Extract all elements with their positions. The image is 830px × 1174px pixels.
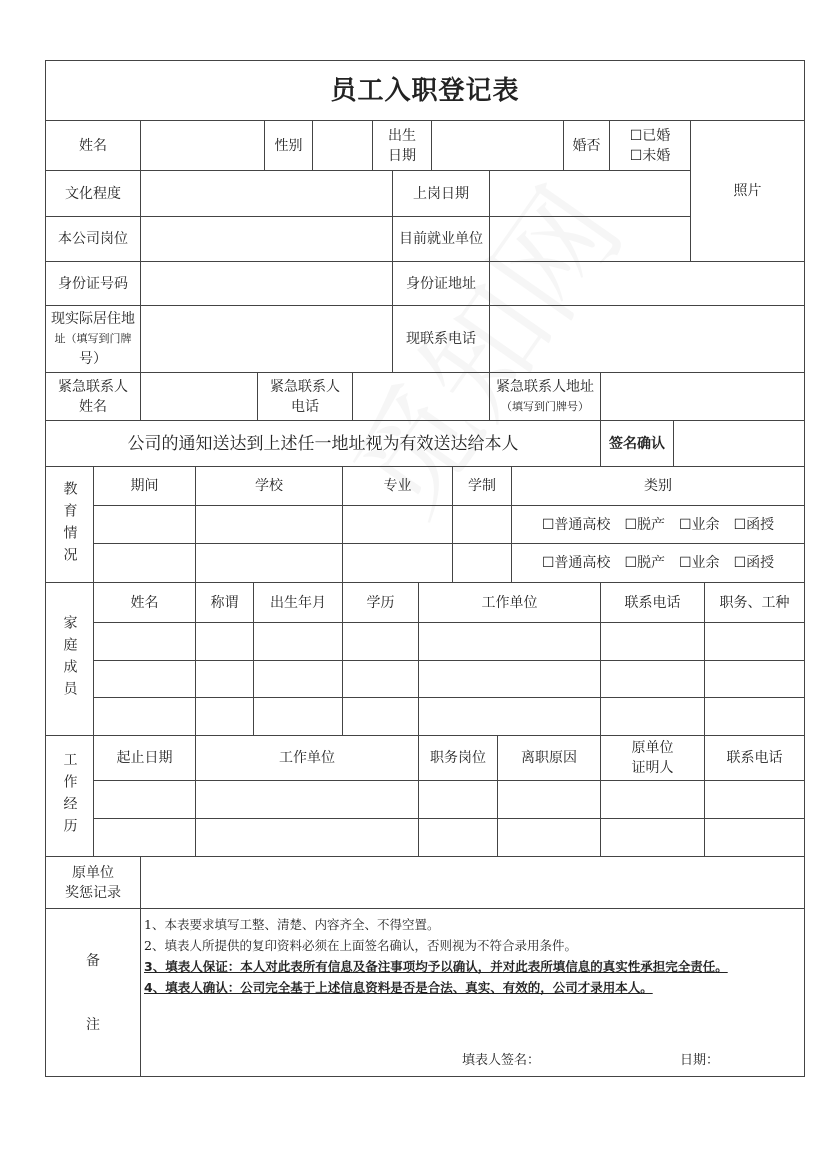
work-cell-input[interactable] bbox=[93, 818, 196, 857]
remark-item: 1、本表要求填写工整、清楚、内容齐全、不得空置。 bbox=[144, 917, 440, 932]
education-input[interactable] bbox=[140, 170, 393, 217]
edu-cell-input[interactable] bbox=[342, 505, 453, 544]
label-line: 紧急联系人地址 bbox=[496, 378, 594, 395]
label-id-number: 身份证号码 bbox=[45, 261, 141, 306]
family-header: 工作单位 bbox=[418, 582, 601, 623]
label-line: ☐已婚 bbox=[629, 127, 671, 144]
edu-cell-input[interactable] bbox=[342, 543, 453, 583]
edu-cell-input[interactable] bbox=[452, 505, 512, 544]
sign-confirm-input[interactable] bbox=[673, 420, 805, 467]
edu-header: 学制 bbox=[452, 466, 512, 506]
name-input[interactable] bbox=[140, 120, 265, 171]
family-cell-input[interactable] bbox=[195, 660, 254, 698]
edu-header: 期间 bbox=[93, 466, 196, 506]
label-id-address: 身份证地址 bbox=[392, 261, 490, 306]
label-start-date: 上岗日期 bbox=[392, 170, 490, 217]
label-line: （填写到门牌号） bbox=[501, 399, 589, 413]
gender-input[interactable] bbox=[312, 120, 373, 171]
family-header: 联系电话 bbox=[600, 582, 705, 623]
label-emergency-address bbox=[489, 372, 601, 421]
section-education: 教育情况 bbox=[45, 466, 94, 583]
section-family: 家庭成员 bbox=[45, 582, 94, 736]
label-line: 姓名 bbox=[79, 398, 107, 415]
emergency-phone-input[interactable] bbox=[352, 372, 490, 421]
work-cell-input[interactable] bbox=[418, 818, 498, 857]
label-rewards bbox=[45, 856, 141, 909]
label-line: 址（填写到门牌 bbox=[54, 332, 132, 345]
edu-category-options[interactable] bbox=[511, 543, 805, 583]
birth-date-input[interactable] bbox=[431, 120, 564, 171]
family-cell-input[interactable] bbox=[342, 660, 419, 698]
label-current-employer: 目前就业单位 bbox=[392, 216, 490, 262]
label-position: 本公司岗位 bbox=[45, 216, 141, 262]
family-cell-input[interactable] bbox=[418, 697, 601, 736]
edu-cell-input[interactable] bbox=[452, 543, 512, 583]
work-cell-input[interactable] bbox=[600, 780, 705, 819]
emergency-address-input[interactable] bbox=[600, 372, 805, 421]
family-header: 称谓 bbox=[195, 582, 254, 623]
work-cell-input[interactable] bbox=[704, 780, 805, 819]
remark-item: 3、填表人保证：本人对此表所有信息及备注事项均予以确认，并对此表所填信息的真实性承担完全责任。 bbox=[144, 959, 728, 974]
family-cell-input[interactable] bbox=[253, 622, 343, 661]
edu-header: 类别 bbox=[511, 466, 805, 506]
work-header: 联系电话 bbox=[704, 735, 805, 781]
residence-input[interactable] bbox=[140, 305, 393, 373]
label-line: 现实际居住地 bbox=[51, 311, 135, 327]
category-checkbox[interactable]: ☐脱产 bbox=[624, 555, 665, 571]
marital-checkboxes bbox=[609, 120, 691, 171]
date-label: 日期： bbox=[680, 1053, 720, 1068]
family-cell-input[interactable] bbox=[342, 697, 419, 736]
label-line: 紧急联系人 bbox=[58, 378, 128, 395]
label-emergency-name bbox=[45, 372, 141, 421]
label-line: 电话 bbox=[291, 398, 319, 415]
category-checkbox[interactable]: ☐函授 bbox=[733, 555, 775, 571]
signer-label: 填表人签名： bbox=[462, 1053, 541, 1068]
family-cell-input[interactable] bbox=[93, 697, 196, 736]
label-sign-confirm: 签名确认 bbox=[600, 420, 674, 467]
edu-cell-input[interactable] bbox=[93, 543, 196, 583]
section-work: 工作经历 bbox=[45, 735, 94, 857]
label-line: 注 bbox=[86, 1016, 100, 1033]
label-line: 出生 bbox=[388, 127, 416, 144]
work-cell-input[interactable] bbox=[93, 780, 196, 819]
category-checkbox[interactable]: ☐业余 bbox=[679, 516, 720, 533]
family-cell-input[interactable] bbox=[600, 622, 705, 661]
family-cell-input[interactable] bbox=[195, 697, 254, 736]
label-education: 文化程度 bbox=[45, 170, 141, 217]
label-line: 证明人 bbox=[631, 760, 674, 776]
family-cell-input[interactable] bbox=[195, 622, 254, 661]
label-phone: 现联系电话 bbox=[392, 305, 490, 373]
remarks-list bbox=[144, 914, 800, 998]
start-date-input[interactable] bbox=[489, 170, 691, 217]
family-cell-input[interactable] bbox=[704, 660, 805, 698]
family-cell-input[interactable] bbox=[93, 622, 196, 661]
label-line: 日期 bbox=[388, 147, 416, 164]
work-cell-input[interactable] bbox=[704, 818, 805, 857]
family-cell-input[interactable] bbox=[342, 622, 419, 661]
family-header: 职务、工种 bbox=[704, 582, 805, 623]
id-address-input[interactable] bbox=[489, 261, 805, 306]
family-header: 出生年月 bbox=[253, 582, 343, 623]
current-employer-input[interactable] bbox=[489, 216, 691, 262]
remark-item: 4、填表人确认：公司完全基于上述信息资料是否是合法、真实、有效的，公司才录用本人。 bbox=[144, 980, 653, 995]
family-cell-input[interactable] bbox=[704, 697, 805, 736]
rewards-input[interactable] bbox=[140, 856, 805, 909]
work-cell-input[interactable] bbox=[418, 780, 498, 819]
label-name: 姓名 bbox=[45, 120, 141, 171]
work-header: 离职原因 bbox=[497, 735, 601, 781]
label-emergency-phone bbox=[257, 372, 353, 421]
remark-item: 2、填表人所提供的复印资料必须在上面签名确认，否则视为不符合录用条件。 bbox=[144, 938, 577, 953]
family-cell-input[interactable] bbox=[253, 697, 343, 736]
family-cell-input[interactable] bbox=[704, 622, 805, 661]
work-header: 起止日期 bbox=[93, 735, 196, 781]
label-remarks bbox=[45, 908, 141, 1077]
label-birth-date bbox=[372, 120, 432, 171]
label-line: 原单位 bbox=[631, 740, 674, 756]
category-checkbox[interactable]: ☐普通高校 bbox=[541, 555, 611, 571]
edu-cell-input[interactable] bbox=[93, 505, 196, 544]
category-checkbox[interactable]: ☐普通高校 bbox=[541, 516, 611, 533]
family-header: 学历 bbox=[342, 582, 419, 623]
family-cell-input[interactable] bbox=[93, 660, 196, 698]
family-cell-input[interactable] bbox=[600, 660, 705, 698]
label-line: 紧急联系人 bbox=[270, 378, 340, 395]
edu-cell-input[interactable] bbox=[195, 543, 343, 583]
work-cell-input[interactable] bbox=[195, 780, 419, 819]
label-line: 号） bbox=[79, 351, 107, 367]
label-line: 备 bbox=[86, 952, 100, 969]
work-cell-input[interactable] bbox=[600, 818, 705, 857]
work-header: 职务岗位 bbox=[418, 735, 498, 781]
family-cell-input[interactable] bbox=[253, 660, 343, 698]
edu-category-options[interactable] bbox=[511, 505, 805, 544]
notice-text: 公司的通知送达到上述任一地址视为有效送达给本人 bbox=[45, 420, 601, 467]
family-header: 姓名 bbox=[93, 582, 196, 623]
family-cell-input[interactable] bbox=[600, 697, 705, 736]
id-number-input[interactable] bbox=[140, 261, 393, 306]
edu-header: 学校 bbox=[195, 466, 343, 506]
edu-cell-input[interactable] bbox=[195, 505, 343, 544]
emergency-name-input[interactable] bbox=[140, 372, 258, 421]
label-line: ☐未婚 bbox=[629, 147, 671, 164]
work-cell-input[interactable] bbox=[497, 818, 601, 857]
label-line: 原单位 bbox=[72, 864, 114, 881]
label-line: 奖惩记录 bbox=[65, 884, 121, 901]
work-header bbox=[600, 735, 705, 781]
category-checkbox[interactable]: ☐函授 bbox=[733, 516, 775, 533]
form-title: 员工入职登记表 bbox=[45, 60, 805, 121]
work-header: 工作单位 bbox=[195, 735, 419, 781]
family-cell-input[interactable] bbox=[418, 622, 601, 661]
label-gender: 性别 bbox=[264, 120, 313, 171]
family-cell-input[interactable] bbox=[418, 660, 601, 698]
work-cell-input[interactable] bbox=[497, 780, 601, 819]
edu-header: 专业 bbox=[342, 466, 453, 506]
position-input[interactable] bbox=[140, 216, 393, 262]
work-cell-input[interactable] bbox=[195, 818, 419, 857]
phone-input[interactable] bbox=[489, 305, 805, 373]
photo-box: 照片 bbox=[690, 120, 805, 262]
label-marital: 婚否 bbox=[563, 120, 610, 171]
category-checkbox[interactable]: ☐业余 bbox=[679, 555, 720, 571]
category-checkbox[interactable]: ☐脱产 bbox=[624, 516, 665, 533]
label-residence bbox=[45, 305, 141, 373]
